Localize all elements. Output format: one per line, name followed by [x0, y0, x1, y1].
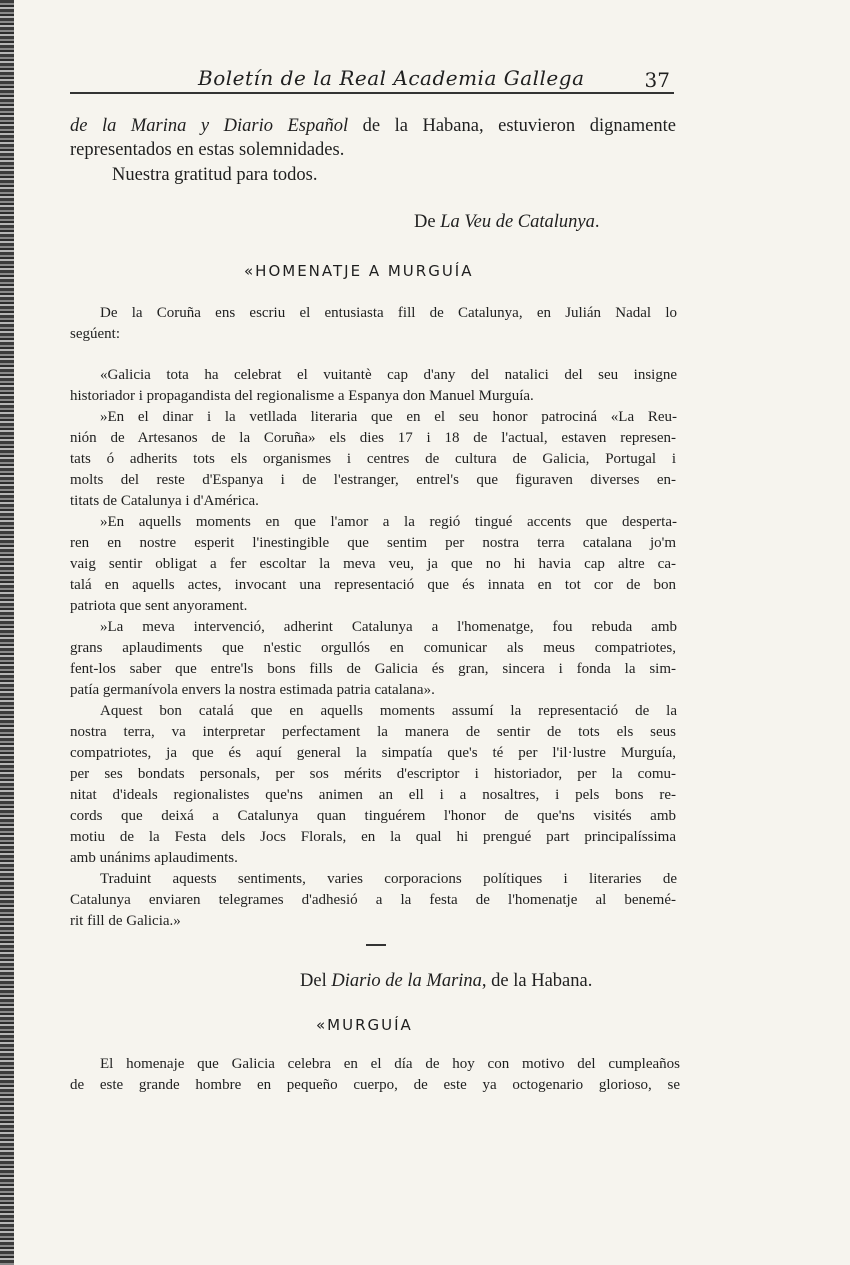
paragraph-line: nostra terra, va interpretar perfectament la manera de sentir de tots els seus	[70, 724, 676, 740]
paragraph-line: motiu de la Festa dels Jocs Florals, en la qual hi prengué part principalíssima	[70, 829, 676, 845]
paragraph-line: segúent:	[70, 326, 120, 342]
journal-title: Boletín de la Real Academia Gallega	[198, 66, 585, 90]
paragraph-line: patriota que sent anyorament.	[70, 598, 248, 614]
source-attribution: De La Veu de Catalunya.	[414, 212, 600, 232]
paragraph-line: per ses bondats personals, per sos mérits d'escriptor i historiador, per la comu-	[70, 766, 676, 782]
paragraph-line: El homenaje que Galicia celebra en el día de hoy con motivo del cumpleaños	[100, 1056, 680, 1072]
paragraph-line: vaig sentir obligat a fer escoltar la meva veu, ja que no hi havia cap altre ca-	[70, 556, 676, 572]
paragraph-line: molts del reste d'Espanya i de l'estranger, entrel's que figuraven diverses en-	[70, 472, 676, 488]
running-header	[70, 62, 674, 94]
paragraph-line: historiador i propagandista del regionalisme a Espanya don Manuel Murguía.	[70, 388, 534, 404]
paragraph-line: rit fill de Galicia.»	[70, 913, 181, 929]
paragraph-line: talá en aquells actes, invocant una representació que és innata en tot cor de bon	[70, 577, 676, 593]
paragraph-line: Nuestra gratitud para todos.	[112, 165, 318, 185]
section-title: «MURGUÍA	[316, 1016, 413, 1034]
paragraph-line: «Galicia tota ha celebrat el vuitantè cap d'any del natalici del seu insigne	[100, 367, 677, 383]
paragraph-line: nión de Artesanos de la Coruña» els dies 17 i 18 de l'actual, estaven represen-	[70, 430, 676, 446]
paragraph-line: cords que deixá a Catalunya quan tinguérem l'honor de que'ns visités amb	[70, 808, 676, 824]
paragraph-line: de este grande hombre en pequeño cuerpo, de este ya octogenario glorioso, se	[70, 1077, 680, 1093]
paragraph-line: nitat d'ideals regionalistes que'ns animen an ell i a nosaltres, i pels bons re-	[70, 787, 676, 803]
paragraph-line: Catalunya enviaren telegrames d'adhesió a la festa de l'homenatje al benemé-	[70, 892, 676, 908]
paragraph-line: Aquest bon catalá que en aquells moments assumí la representació de la	[100, 703, 677, 719]
paragraph-line: compatriotes, ja que és aquí general la simpatía que's té per l'il·lustre Murguía,	[70, 745, 676, 761]
book-binding-edge	[0, 0, 14, 1265]
paragraph-line: amb unánims aplaudiments.	[70, 850, 238, 866]
paragraph-line: ren en nostre esperit l'inestingible que sentim per nostra terra catalana jo'm	[70, 535, 676, 551]
paragraph-line: »La meva intervenció, adherint Catalunya a l'homenatge, fou rebuda amb	[100, 619, 677, 635]
source-attribution: Del Diario de la Marina, de la Habana.	[300, 971, 593, 991]
paragraph-line: tats ó adherits tots els organismes i centres de cultura de Galicia, Portugal i	[70, 451, 676, 467]
paragraph-line: patía germanívola envers la nostra estimada patria catalana».	[70, 682, 435, 698]
paragraph-line: fent-los saber que entre'ls bons fills de Galicia és gran, sincera i fonda la sim-	[70, 661, 676, 677]
section-divider	[366, 944, 386, 946]
paragraph-line: de la Marina y Diario Español de la Habana, estuvieron dignamente	[70, 116, 676, 136]
paragraph-line: titats de Catalunya i d'América.	[70, 493, 259, 509]
paragraph-line: »En el dinar i la vetllada literaria que en el seu honor patrociná «La Reu-	[100, 409, 677, 425]
paragraph-line: representados en estas solemnidades.	[70, 140, 345, 160]
paragraph-line: »En aquells moments en que l'amor a la regió tingué accents que desperta-	[100, 514, 677, 530]
paragraph-line: De la Coruña ens escriu el entusiasta fill de Catalunya, en Julián Nadal lo	[100, 305, 677, 321]
paragraph-line: Traduint aquests sentiments, varies corporacions polítiques i literaries de	[100, 871, 677, 887]
page-number: 37	[644, 68, 670, 92]
paragraph-line: grans aplaudiments que n'estic orgullós en comunicar als meus compatriotes,	[70, 640, 676, 656]
section-title: «HOMENATJE A MURGUÍA	[244, 262, 474, 280]
